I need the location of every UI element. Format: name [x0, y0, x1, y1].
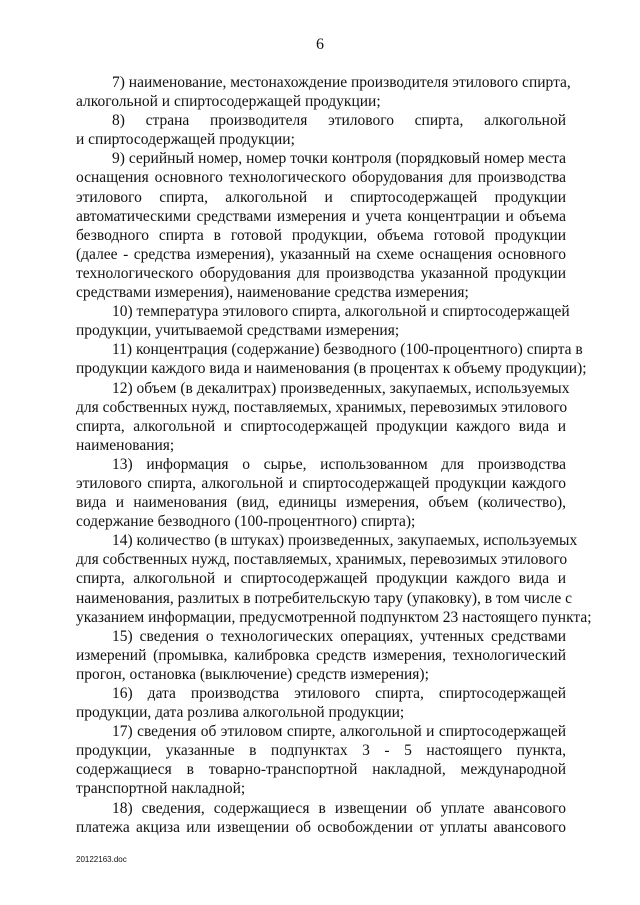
paragraph-item-9 — [76, 149, 566, 302]
text-line: 11) концентрация (содержание) безводного (100-процентного) спирта в — [112, 341, 583, 359]
text-line: 15) сведения о технологических операциях, учтенных средствами — [112, 627, 566, 645]
text-line: средствами измерения), наименование средства измерения; — [76, 284, 469, 302]
text-line: для собственных нужд, поставляемых, хранимых, перевозимых этилового — [76, 551, 568, 569]
text-line: 18) сведения, содержащиеся в извещении об уплате авансового — [112, 799, 566, 817]
text-line: содержащиеся в товарно-транспортной накладной, международной — [76, 761, 566, 779]
text-line: (далее - средства измерения), указанный на схеме оснащения основного — [76, 245, 566, 263]
text-line: измерений (промывка, калибровка средств измерения, технологический — [76, 646, 566, 664]
text-line: 12) объем (в декалитрах) произведенных, закупаемых, используемых — [112, 379, 570, 397]
text-line: 14) количество (в штуках) произведенных, закупаемых, используемых — [112, 532, 578, 550]
paragraph-item-13 — [76, 455, 566, 531]
paragraph-item-12 — [76, 379, 570, 455]
text-line: продукции, дата розлива алкогольной продукции; — [76, 704, 405, 722]
text-line: 16) дата производства этилового спирта, спиртосодержащей — [112, 685, 566, 702]
paragraph-item-17 — [76, 722, 566, 798]
text-line: наименования, разлитых в потребительскую тару (упаковку), в том числе с — [76, 589, 573, 607]
text-line: спирта, алкогольной и спиртосодержащей продукции каждого вида и — [76, 570, 566, 588]
text-line: 10) температура этилового спирта, алкогольной и спиртосодержащей — [112, 303, 570, 321]
text-line: указанием информации, предусмотренной подпунктом 23 настоящего пункта; — [76, 608, 592, 626]
text-line: 13) информация о сырье, использованном для производства — [112, 455, 566, 473]
text-line: содержание безводного (100-процентного) спирта); — [76, 513, 416, 531]
paragraph-item-10 — [76, 302, 570, 340]
text-line: спирта, алкогольной и спиртосодержащей продукции каждого вида и — [76, 417, 566, 435]
text-line: технологического оборудования для производства указанной продукции — [76, 264, 566, 282]
text-line: 8) страна производителя этилового спирта, алкогольной — [112, 112, 566, 130]
paragraph-item-16 — [76, 684, 566, 722]
text-line: транспортной накладной; — [76, 780, 246, 798]
text-line: 9) серийный номер, номер точки контроля (порядковый номер места — [112, 150, 566, 168]
paragraph-item-7 — [76, 73, 571, 111]
page-number: 6 — [316, 36, 324, 53]
text-line: этилового спирта, алкогольной и спиртосодержащей продукции — [76, 188, 566, 206]
text-line: продукции каждого вида и наименования (в процентах к объему продукции); — [76, 360, 587, 378]
text-line: вида и наименования (вид, единицы измерения, объем (количество), — [76, 494, 566, 512]
text-line: и спиртосодержащей продукции; — [76, 131, 295, 149]
text-line: 17) сведения об этиловом спирте, алкогольной и спиртосодержащей — [112, 723, 566, 741]
text-line: автоматическими средствами измерения и учета концентрации и объема — [76, 207, 566, 225]
text-line: этилового спирта, алкогольной и спиртосодержащей продукции каждого — [76, 474, 566, 492]
text-line: алкогольной и спиртосодержащей продукции; — [76, 93, 381, 111]
paragraph-item-14 — [76, 531, 592, 626]
paragraph-item-8 — [76, 111, 566, 149]
text-line: прогон, остановка (выключение) средств измерения); — [76, 665, 429, 683]
document-filename: 20122163.doc — [76, 855, 127, 864]
text-line: наименования; — [76, 436, 175, 454]
paragraph-item-18 — [76, 799, 566, 837]
text-line: продукции, учитываемой средствами измерения; — [76, 322, 400, 340]
paragraph-item-11 — [76, 340, 587, 378]
text-line: продукции, указанные в подпунктах 3 - 5 настоящего пункта, — [76, 742, 566, 760]
text-line: безводного спирта в готовой продукции, объема готовой продукции — [76, 226, 566, 244]
text-line: платежа акциза или извещении об освобождении от уплаты авансового — [76, 818, 566, 836]
paragraph-item-15 — [76, 627, 566, 684]
text-line: для собственных нужд, поставляемых, хранимых, перевозимых этилового — [76, 398, 568, 416]
text-line: 7) наименование, местонахождение производителя этилового спирта, — [112, 74, 571, 91]
text-line: оснащения основного технологического оборудования для производства — [76, 169, 566, 187]
document-body — [76, 73, 592, 837]
